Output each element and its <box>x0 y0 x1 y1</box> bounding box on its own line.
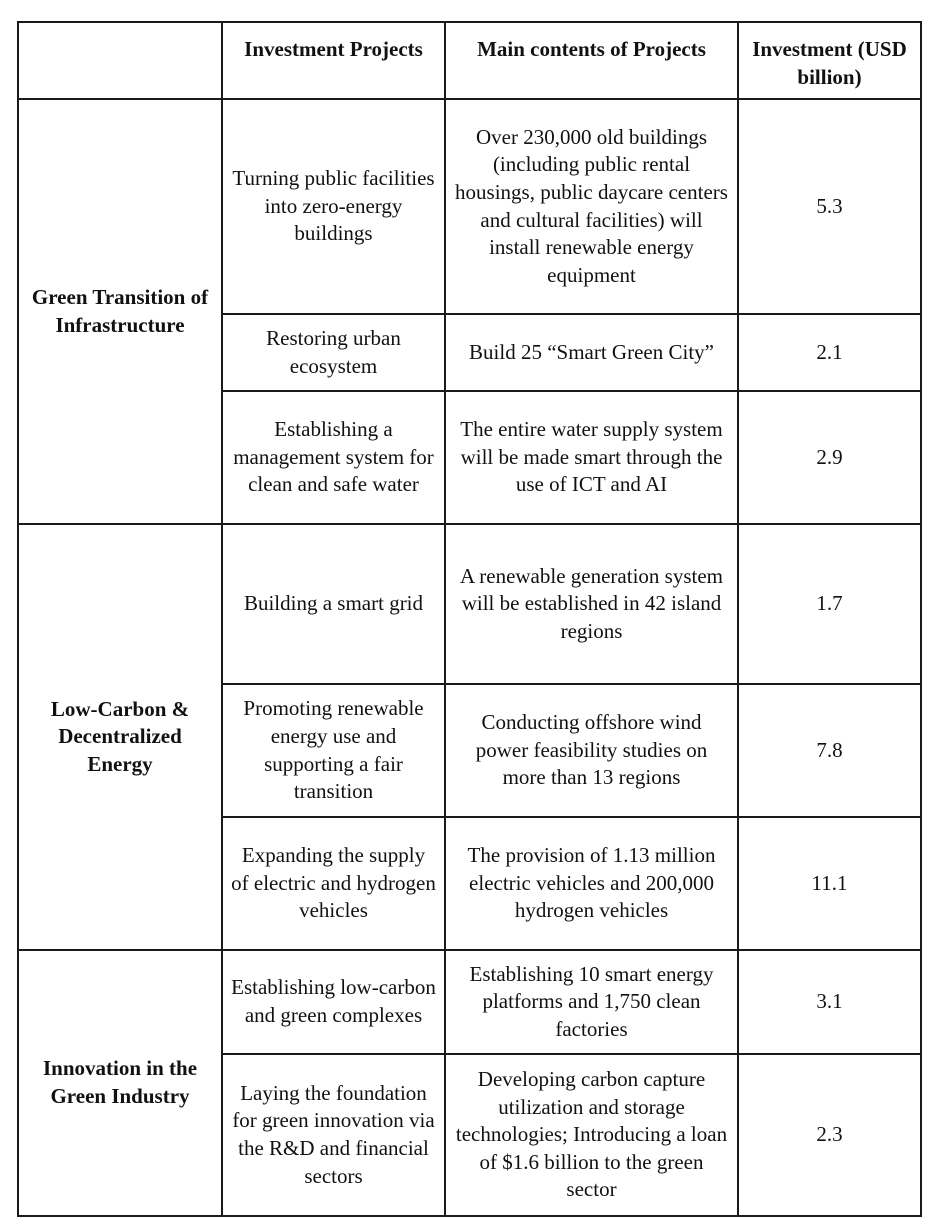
category-cell: Innovation in the Green Industry <box>18 950 222 1216</box>
project-cell: Restoring urban ecosystem <box>222 314 445 391</box>
table-row <box>18 99 921 314</box>
project-cell: Establishing low-carbon and green complexes <box>222 950 445 1054</box>
header-investment-projects: Investment Projects <box>222 22 445 99</box>
contents-cell: Conducting offshore wind power feasibility studies on more than 13 regions <box>445 684 738 817</box>
header-main-contents: Main contents of Projects <box>445 22 738 99</box>
contents-cell: Build 25 “Smart Green City” <box>445 314 738 391</box>
contents-cell: The entire water supply system will be made smart through the use of ICT and AI <box>445 391 738 524</box>
project-cell: Building a smart grid <box>222 524 445 684</box>
investment-cell: 2.1 <box>738 314 921 391</box>
investment-cell: 11.1 <box>738 817 921 950</box>
table-row <box>18 524 921 684</box>
investment-table <box>17 21 922 1217</box>
investment-cell: 1.7 <box>738 524 921 684</box>
contents-cell: The provision of 1.13 million electric vehicles and 200,000 hydrogen vehicles <box>445 817 738 950</box>
project-cell: Promoting renewable energy use and supporting a fair transition <box>222 684 445 817</box>
table-row <box>18 950 921 1054</box>
contents-cell: A renewable generation system will be established in 42 island regions <box>445 524 738 684</box>
project-cell: Expanding the supply of electric and hydrogen vehicles <box>222 817 445 950</box>
project-cell: Laying the foundation for green innovation via the R&D and financial sectors <box>222 1054 445 1216</box>
category-cell: Green Transition of Infrastructure <box>18 99 222 524</box>
investment-cell: 2.9 <box>738 391 921 524</box>
investment-table-container <box>17 21 920 1215</box>
header-blank <box>18 22 222 99</box>
investment-cell: 7.8 <box>738 684 921 817</box>
investment-cell: 5.3 <box>738 99 921 314</box>
category-cell: Low-Carbon & Decentralized Energy <box>18 524 222 950</box>
header-investment-usd: Investment (USD billion) <box>738 22 921 99</box>
contents-cell: Over 230,000 old buildings (including public rental housings, public daycare centers and cultural facilities) will install renewable energy equipment <box>445 99 738 314</box>
contents-cell: Developing carbon capture utilization and storage technologies; Introducing a loan of $1.6 billion to the green sector <box>445 1054 738 1216</box>
investment-cell: 2.3 <box>738 1054 921 1216</box>
investment-cell: 3.1 <box>738 950 921 1054</box>
contents-cell: Establishing 10 smart energy platforms and 1,750 clean factories <box>445 950 738 1054</box>
project-cell: Establishing a management system for clean and safe water <box>222 391 445 524</box>
table-header-row <box>18 22 921 99</box>
project-cell: Turning public facilities into zero-energy buildings <box>222 99 445 314</box>
